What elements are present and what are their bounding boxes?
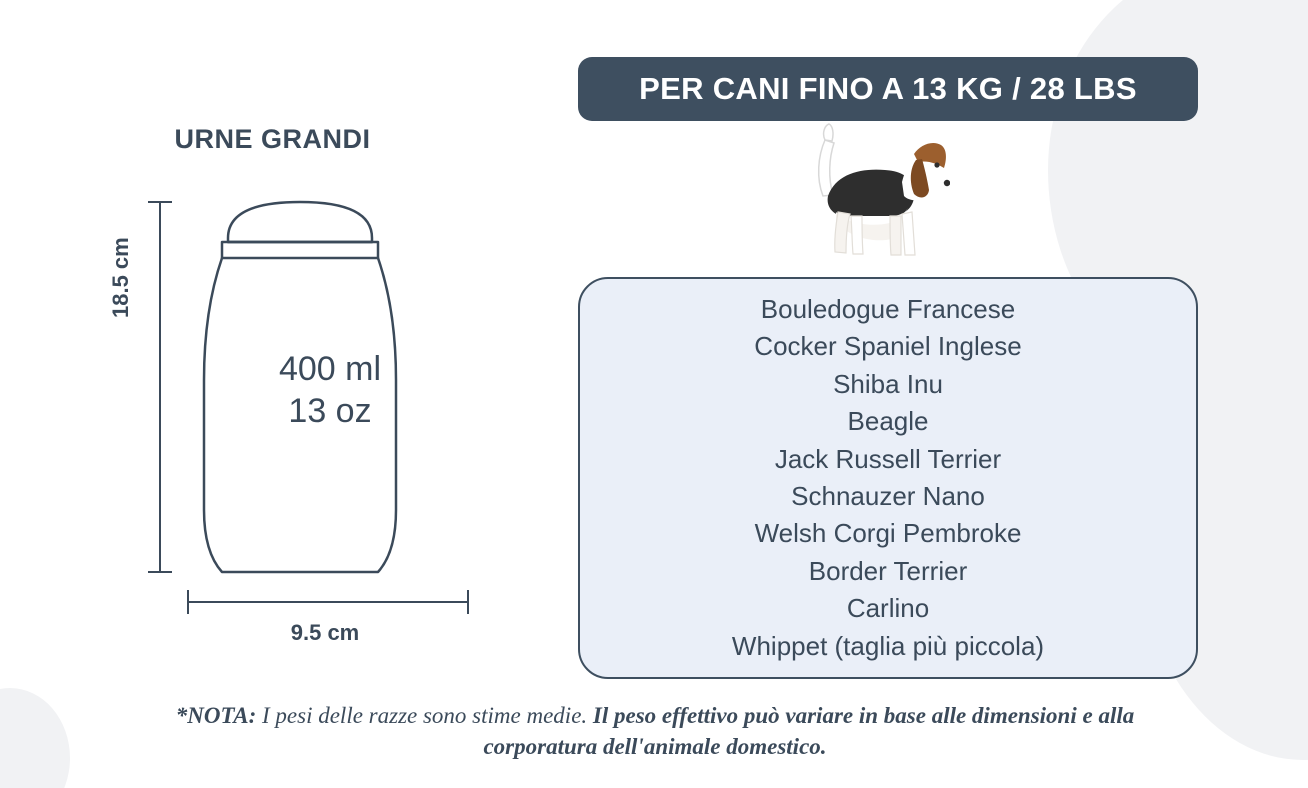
list-item: Schnauzer Nano [791, 481, 985, 511]
list-item: Carlino [846, 593, 930, 624]
breeds-list-card [578, 277, 1198, 679]
urn-width-label: 9.5 cm [290, 620, 360, 645]
urn-volume-oz: 13 oz [288, 392, 372, 431]
list-item: Shiba Inu [833, 368, 943, 399]
weight-range-header: PER CANI FINO A 13 KG / 28 LBS [578, 57, 1198, 121]
width-dimension-line [188, 590, 468, 614]
list-item: Cocker Spaniel Inglese [754, 331, 1022, 362]
list-item: Beagle [847, 406, 929, 437]
urn-lid-icon [228, 202, 372, 242]
list-item: Whippet (taglia più piccola) [731, 630, 1045, 661]
urn-volume-text [160, 348, 500, 432]
footnote-lead: *NOTA: [175, 703, 257, 728]
list-item: Welsh Corgi Pembroke [754, 518, 1022, 549]
footnote-emphasis: Il peso effettivo può variare in base alle dimensioni e alla corporatura dell'animale domestico. [483, 703, 1135, 760]
urn-title: URNE GRANDI [174, 124, 371, 154]
urn-height-label: 18.5 cm [108, 237, 133, 318]
footnote [150, 700, 1160, 762]
beagle-dog-icon [790, 112, 950, 272]
list-item: Border Terrier [808, 555, 968, 586]
urn-neck-icon [222, 242, 378, 258]
breeds-panel [560, 0, 1308, 788]
list-item: Bouledogue Francese [760, 293, 1016, 324]
list-item: Jack Russell Terrier [774, 443, 1002, 474]
urn-diagram-panel [0, 0, 545, 788]
footnote-text: I pesi delle razze sono stime medie. [256, 703, 593, 728]
urn-volume-ml: 400 ml [278, 350, 382, 388]
